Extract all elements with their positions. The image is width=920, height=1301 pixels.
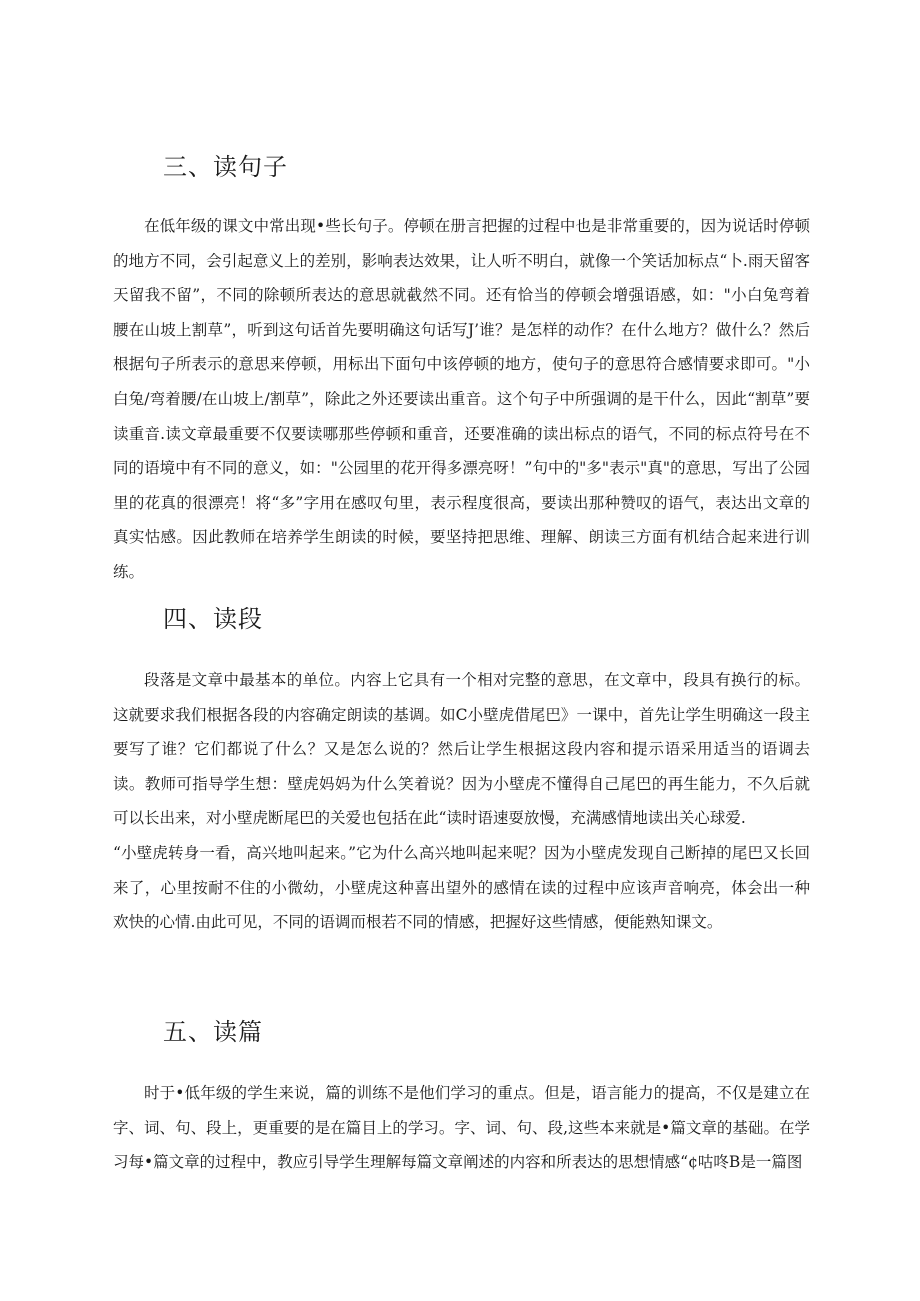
section-paragraph: “小壁虎转身一看，高兴地叫起来。”它为什么高兴地叫起来呢？因为小壁虎发现自己断掉的尾巴又长回来了，心里按耐不住的小微幼，小壁虎这种喜出望外的感情在读的过程中应该声音响亮，体会出一种欢快的心情.由此可见，不同的语调而根若不同的情感，把握好这些情感，便能熟知课文。	[113, 844, 810, 932]
section-paragraph: 时于•低年级的学生来说，篇的训练不是他们学习的重点。但是，语言能力的提高，不仅是建立在字、词、句、段上，更重要的是在篇目上的学习。字、词、句、段,这些本来就是•篇文章的基础。在学习每•篇文章的过程中，教应引导学生理解每篇文章阐述的内容和所表达的思想情感“¢咕咚B是一篇图	[113, 1084, 810, 1172]
section-heading-read-paragraphs: 四、读段	[163, 605, 263, 633]
section-paragraph: 段落是文章中最基本的单位。内容上它具有一个相对完整的意思，在文章中，段具有换行的标。这就要求我们根据各段的内容确定朗读的基调。如C小壁虎借尾巴》一课中，首先让学生明确这一段主要写了谁？它们都说了什么？又是怎么说的？然后让学生根据这段内容和提示语采用适当的语调去读。教师可指导学生想：壁虎妈妈为什么笑着说？因为小壁虎不懂得自己尾巴的再生能力，不久后就可以长出来，对小壁虎断尾巴的关爱也包括在此“读时语速耍放慢，充满感情地读出关心球爱.	[113, 671, 810, 828]
section-heading-read-sentences: 三、读句子	[163, 153, 288, 181]
section-heading-read-articles: 五、读篇	[163, 1018, 263, 1046]
section-paragraph: 在低年级的课文中常出现•些长句子。停顿在册言把握的过程中也是非常重要的，因为说话时停顿的地方不同，会引起意义上的差别，影响表达效果，让人听不明白，就像一个笑话加标点“卜.雨天留客天留我不留”，不同的除顿所表达的意思就截然不同。还有恰当的停顿会增强语感，如："小白兔弯着腰在山坡上割草”，听到这句话首先要明确这句话写J’谁？是怎样的动作？在什么地方？做什么？然后根据句子所表示的意思来停顿，用标出下面句中该停顿的地方，使句子的意思符合感情要求即可。"小白兔/弯着腰/在山坡上/割草”，除此之外还要读出重音。这个句子中所强调的是干什么，因此“割草”要读重音.读文章最重要不仅要读哪那些停顿和重音，还要准确的读出标点的语气，不同的标点符号在不同的语境中有不同的意义，如："公园里的花开得多漂亮呀！”句中的"多"表示"真"的意思，写出了公园里的花真的很漂亮！将“多”字用在感叹句里，表示程度很高，要读出那种赞叹的语气，表达出文章的真实怙感。因此教师在培养学生朗读的时候，要坚持把思维、理解、朗读三方面有机结合起来进行训练。	[113, 217, 810, 581]
